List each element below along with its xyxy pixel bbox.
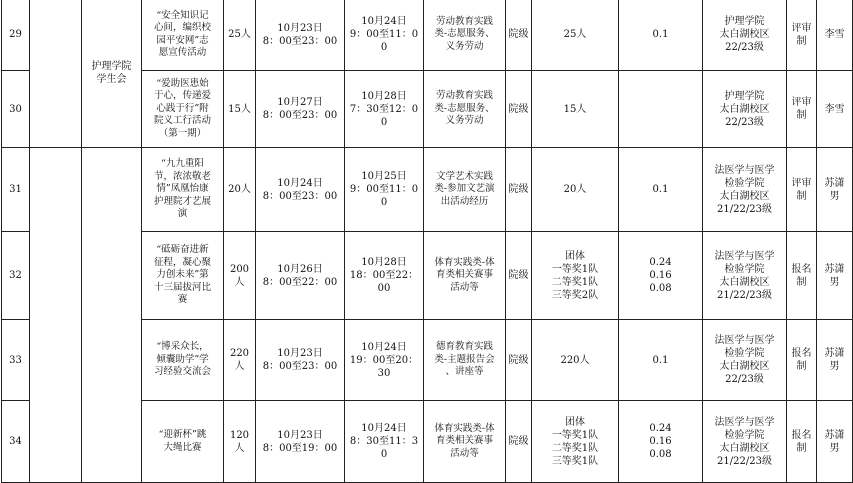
activity-category-line: 义务劳动: [445, 115, 484, 127]
selection-method: [787, 320, 817, 401]
end-time-line: 10月28日: [361, 257, 407, 268]
participant-count: 25人: [224, 0, 256, 71]
activity-name-line: “九九重阳: [161, 158, 204, 170]
blank-cell: [30, 0, 82, 148]
activity-level: 院级: [506, 71, 532, 148]
organizing-unit: [703, 0, 787, 71]
activity-name: [142, 232, 224, 320]
organizing-unit-line: 22/23级: [725, 116, 764, 128]
activity-category-line: 劳动教育实践: [435, 90, 493, 102]
activity-name: [142, 148, 224, 232]
organizing-unit-line: 22/23级: [725, 374, 764, 385]
credit-score-line: 0.24: [649, 423, 672, 434]
activity-category-line: 类-主题报告会: [434, 353, 495, 365]
table-row: [2, 148, 853, 232]
selection-method-line: 报名: [791, 263, 812, 275]
end-time: [345, 71, 424, 148]
activity-name: [142, 401, 224, 483]
end-time-line: 10月28日: [361, 90, 407, 102]
activity-category: [424, 148, 506, 232]
selection-method: [787, 232, 817, 320]
contact-person: [817, 320, 853, 401]
activity-name: [142, 320, 224, 401]
row-number: 34: [2, 401, 30, 483]
contact-person-line: 李雪: [824, 29, 845, 40]
start-time-line: 8：00至23：00: [262, 35, 338, 47]
start-time-line: 8：00至22：00: [262, 276, 338, 288]
activity-category-line: 体育实践类-体: [434, 256, 495, 268]
end-time-line: 8：30至11：30: [349, 436, 419, 460]
organizing-unit: [703, 320, 787, 401]
start-time-line: 10月23日: [277, 348, 323, 359]
selection-method: [787, 148, 817, 232]
activity-category-line: 活动等: [450, 281, 479, 293]
end-time-line: 10月25日: [361, 171, 407, 182]
contact-person-line: 苏潇: [824, 429, 845, 441]
activity-name-line: “砥砺奋进新: [156, 244, 209, 256]
selection-method-line: 制: [796, 190, 807, 202]
credit-score-line: 0.1: [652, 184, 669, 195]
credit-score-line: 0.08: [649, 449, 672, 460]
activity-name-line: （第一期）: [158, 127, 207, 139]
activity-category-line: 、讲座等: [445, 366, 484, 378]
start-time-line: 8：00至23：00: [262, 361, 338, 372]
participant-count: 120人: [224, 401, 256, 483]
end-time-line: 9：00至11：00: [349, 184, 419, 208]
start-time-line: 10月23日: [277, 22, 323, 34]
activity-name-line: 倾囊助学”学: [156, 353, 209, 365]
start-time: [256, 148, 345, 232]
organizing-unit-line: 太白湖校区: [719, 361, 770, 372]
activity-category: [424, 401, 506, 483]
contact-person: [817, 71, 853, 148]
credit-score: [619, 401, 703, 483]
activity-category-line: 类-参加文艺演: [434, 183, 495, 195]
start-time-line: 10月27日: [277, 97, 323, 108]
contact-person: [817, 232, 853, 320]
activity-name-line: 征程，凝心聚: [153, 256, 211, 268]
organizing-unit-line: 护理学院: [724, 16, 765, 27]
participant-count: 20人: [224, 148, 256, 232]
end-time: [345, 320, 424, 401]
activity-category-line: 育类相关赛事: [435, 435, 493, 447]
end-time-line: 10月24日: [361, 341, 407, 353]
award-count-line: 三等奖1队: [551, 455, 599, 467]
start-time-line: 10月23日: [277, 429, 323, 441]
activity-category: [424, 320, 506, 401]
end-time-line: 7：30至12：00: [349, 103, 419, 128]
award-count-line: 二等奖1队: [551, 442, 599, 454]
activity-category: [424, 0, 506, 71]
award-count-line: 20人: [563, 184, 587, 195]
selection-method-line: 制: [796, 35, 807, 47]
organizing-unit-line: 太白湖校区: [719, 442, 770, 454]
start-time-line: 8：00至23：00: [262, 190, 338, 202]
award-count: [532, 401, 619, 483]
activity-name-line: 节，浓浓敬老: [153, 170, 211, 182]
activity-category-line: 出活动经历: [440, 195, 489, 207]
contact-person: [817, 401, 853, 483]
activity-name-line: 力创未来”第: [156, 269, 209, 281]
award-count-line: 一等奖1队: [551, 263, 599, 275]
start-time: [256, 0, 345, 71]
credit-score-line: 0.1: [652, 354, 669, 366]
activity-name: [142, 0, 224, 71]
activity-level: 院级: [506, 401, 532, 483]
organizing-unit-line: 法医学与医学: [714, 164, 775, 176]
participant-count: 200人: [224, 232, 256, 320]
start-time: [256, 71, 345, 148]
organizing-unit-line: 太白湖校区: [719, 103, 770, 115]
selection-method-line: 报名: [791, 348, 812, 359]
selection-method-line: 制: [796, 361, 807, 372]
award-count-line: 二等奖1队: [551, 276, 599, 288]
activity-level: 院级: [506, 232, 532, 320]
contact-person-line: 苏潇: [824, 263, 845, 275]
contact-person-line: 男: [829, 442, 840, 454]
selection-method-line: 评审: [791, 177, 812, 189]
credit-score-line: 0.16: [649, 270, 672, 281]
row-number: 33: [2, 320, 30, 401]
award-count-line: 团体: [565, 250, 585, 262]
organizing-unit: [703, 148, 787, 232]
end-time-line: 18：00至22：00: [349, 270, 419, 294]
organizing-unit-line: 21/22/23级: [717, 203, 772, 215]
contact-person-line: 李雪: [824, 103, 845, 115]
start-time-line: 10月24日: [277, 177, 323, 189]
organizing-unit: [703, 71, 787, 148]
blank-cell: [82, 148, 142, 483]
credit-score: [619, 232, 703, 320]
organizing-unit-line: 法医学与医学: [714, 416, 775, 428]
activity-name-line: 情”凤凰怡康: [156, 183, 209, 195]
award-count-line: 三等奖2队: [551, 289, 599, 301]
award-count-line: 团体: [565, 416, 585, 428]
organizer-group: [82, 0, 142, 148]
activity-name-line: 愿宣传活动: [158, 47, 207, 58]
end-time-line: 10月24日: [361, 423, 407, 434]
credit-score: [619, 71, 703, 148]
activity-name-line: “迎新杯”跳: [158, 429, 207, 440]
participant-count: 220人: [224, 320, 256, 401]
activity-name-line: 大绳比赛: [163, 441, 202, 453]
activity-category-line: 义务劳动: [445, 40, 484, 52]
activity-level: 院级: [506, 0, 532, 71]
award-count-line: 一等奖1队: [551, 429, 599, 441]
contact-person-line: 男: [829, 190, 840, 202]
activity-name-line: 演: [177, 208, 188, 220]
award-count: [532, 148, 619, 232]
credit-score-line: 0.08: [649, 283, 672, 294]
end-time: [345, 401, 424, 483]
credit-score-line: 0.1: [652, 29, 669, 40]
start-time-line: 8：00至19：00: [262, 442, 338, 454]
start-time: [256, 320, 345, 401]
end-time: [345, 232, 424, 320]
activity-name-line: 十三届拔河比: [153, 281, 211, 293]
activity-name-line: 于心，传递爱: [153, 90, 211, 102]
contact-person-line: 苏潇: [824, 348, 845, 359]
credit-score: [619, 148, 703, 232]
activity-category-line: 类-志愿服务、: [434, 102, 495, 114]
organizing-unit-line: 太白湖校区: [719, 190, 770, 202]
award-count-line: 25人: [563, 29, 587, 40]
activity-name-line: 习经验交流会: [153, 366, 211, 378]
award-count-line: 15人: [563, 103, 587, 115]
activity-name-line: “安全知识记: [156, 9, 209, 21]
contact-person-line: 苏潇: [824, 177, 845, 189]
contact-person-line: 男: [829, 276, 840, 288]
activity-category-line: 活动等: [450, 447, 479, 459]
activity-name-line: “博采众长，: [156, 341, 209, 353]
organizing-unit-line: 检验学院: [724, 263, 765, 275]
selection-method-line: 制: [796, 442, 807, 454]
activity-level: 院级: [506, 148, 532, 232]
participant-count: 15人: [224, 71, 256, 148]
organizing-unit-line: 法医学与医学: [714, 335, 775, 346]
organizing-unit-line: 21/22/23级: [717, 455, 772, 467]
end-time-line: 9：00至11：00: [349, 29, 419, 53]
organizing-unit-line: 法医学与医学: [714, 250, 775, 262]
activity-name: [142, 71, 224, 148]
credit-score: [619, 0, 703, 71]
organizing-unit: [703, 401, 787, 483]
credit-score-line: 0.16: [649, 436, 672, 447]
selection-method: [787, 0, 817, 71]
activity-level: 院级: [506, 320, 532, 401]
activity-name-line: 赛: [177, 294, 188, 306]
end-time: [345, 148, 424, 232]
organizing-unit-line: 检验学院: [724, 177, 765, 189]
start-time-line: 8：00至23：00: [262, 110, 338, 121]
award-count-line: 220人: [560, 354, 590, 366]
activity-name-line: 心间，编织校: [153, 22, 211, 33]
row-number: 29: [2, 0, 30, 71]
start-time: [256, 232, 345, 320]
organizing-unit-line: 22/23级: [725, 42, 764, 53]
activity-category-line: 类-志愿服务、: [434, 28, 495, 40]
award-count: [532, 71, 619, 148]
activity-category: [424, 232, 506, 320]
contact-person-line: 男: [829, 361, 840, 372]
organizer-group-line: 学生会: [96, 74, 127, 85]
activity-name-line: “爱助医患始: [156, 77, 209, 89]
credit-score: [619, 320, 703, 401]
activity-category-line: 德育教育实践: [435, 341, 493, 353]
end-time-line: 10月24日: [361, 16, 407, 27]
organizer-group-line: 护理学院: [91, 61, 132, 72]
activity-name-line: 院义工行活动: [153, 115, 211, 127]
activity-category: [424, 71, 506, 148]
activity-category-line: 育类相关赛事: [435, 269, 493, 281]
organizing-unit-line: 检验学院: [724, 348, 765, 359]
activity-table: [1, 0, 853, 483]
activity-category-line: 劳动教育实践: [435, 15, 493, 27]
organizing-unit-line: 21/22/23级: [717, 289, 772, 301]
award-count: [532, 232, 619, 320]
selection-method-line: 制: [796, 276, 807, 288]
start-time-line: 10月26日: [277, 263, 323, 275]
table-row: [2, 0, 853, 71]
selection-method-line: 评审: [791, 97, 812, 108]
organizing-unit-line: 检验学院: [724, 429, 765, 441]
award-count: [532, 0, 619, 71]
selection-method-line: 评审: [791, 22, 812, 34]
row-number: 30: [2, 71, 30, 148]
award-count: [532, 320, 619, 401]
credit-score-line: 0.24: [649, 257, 672, 268]
organizing-unit: [703, 232, 787, 320]
row-number: 32: [2, 232, 30, 320]
activity-category-line: 体育实践类-体: [434, 422, 495, 434]
end-time-line: 19：00至20：30: [349, 354, 419, 379]
organizing-unit-line: 太白湖校区: [719, 276, 770, 288]
organizing-unit-line: 太白湖校区: [719, 29, 770, 40]
selection-method: [787, 71, 817, 148]
start-time: [256, 401, 345, 483]
selection-method: [787, 401, 817, 483]
organizing-unit-line: 护理学院: [724, 90, 765, 102]
row-number: 31: [2, 148, 30, 232]
activity-name-line: 心践于行”附: [156, 102, 209, 114]
end-time: [345, 0, 424, 71]
activity-name-line: 护理院才艺展: [153, 195, 211, 207]
activity-name-line: 园平安网”志: [156, 34, 209, 46]
selection-method-line: 报名: [791, 429, 812, 441]
selection-method-line: 制: [796, 110, 807, 121]
blank-cell: [30, 148, 82, 483]
contact-person: [817, 0, 853, 71]
contact-person: [817, 148, 853, 232]
activity-category-line: 文学艺术实践: [435, 170, 493, 182]
